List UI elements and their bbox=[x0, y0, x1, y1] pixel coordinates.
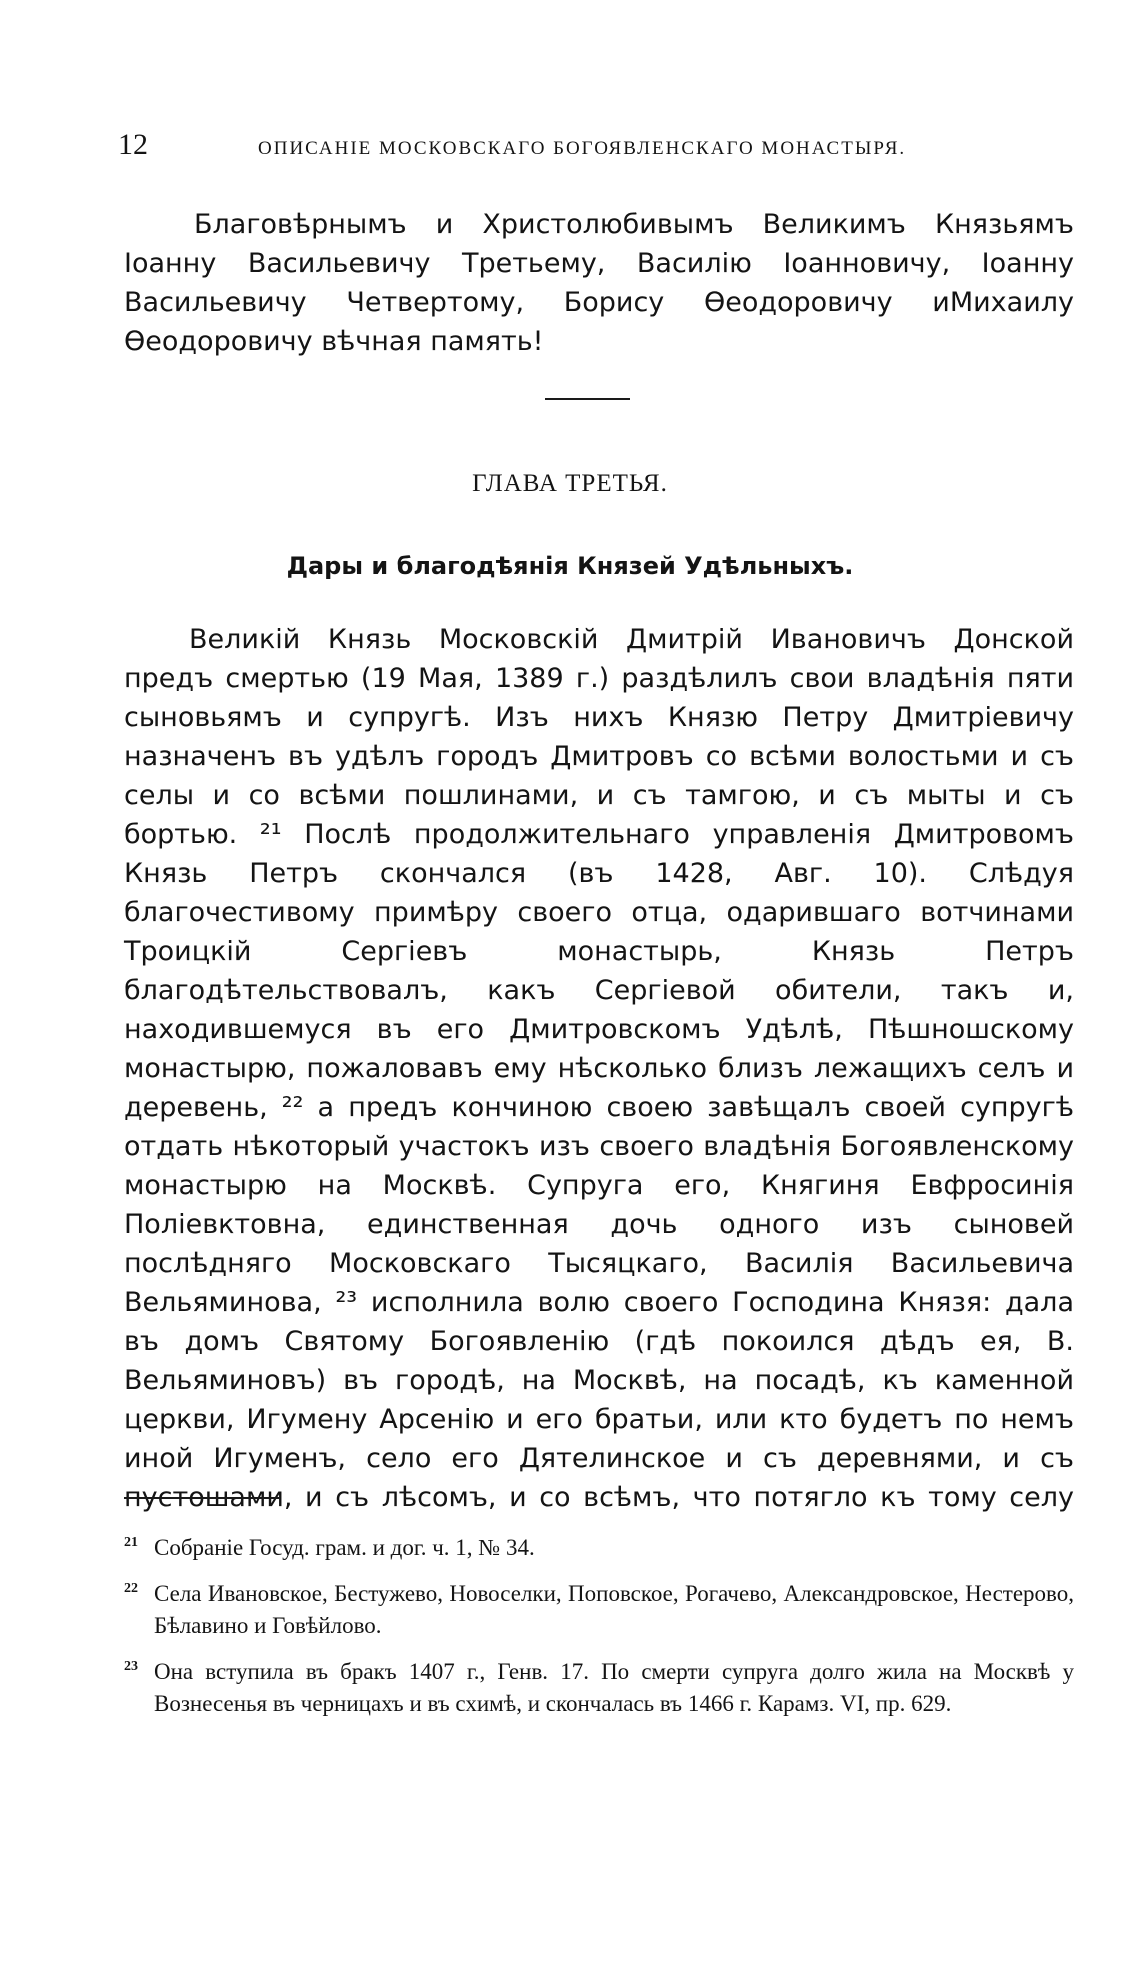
section-divider bbox=[545, 398, 630, 400]
main-text bbox=[124, 620, 1074, 1517]
footnote-text: Она вступила въ бракъ 1407 г., Генв. 17. По смерти супруга долго жила на Москвѣ у Вознесенья въ черницахъ и въ схимѣ, и скончалась въ 1466 г. Карамз. VI, пр. 629. bbox=[154, 1659, 1074, 1716]
footnote-divider bbox=[124, 1497, 279, 1499]
footnote-text: Собраніе Госуд. грам. и дог. ч. 1, № 34. bbox=[154, 1535, 535, 1560]
chapter-title: ГЛАВА ТРЕТЬЯ. bbox=[472, 470, 668, 497]
page-number: 12 bbox=[118, 128, 148, 161]
chapter-subtitle: Дары и благодѣянія Князей Удѣльныхъ. bbox=[286, 552, 854, 580]
footnote-23: 23 Она вступила въ бракъ 1407 г., Генв. 17. По смерти супруга долго жила на Москвѣ у Вознесенья въ черницахъ и въ схимѣ, и скончалась въ 1466 г. Карамз. VI, пр. 629. bbox=[124, 1659, 1074, 1716]
footnotes bbox=[124, 1532, 1074, 1734]
body-paragraph: Великій Князь Московскій Дмитрій Ивановичъ Донской предъ смертью (19 Мая, 1389 г.) раздѣлилъ свои владѣнія пяти сыновьямъ и супругѣ. Изъ нихъ Князю Петру Дмитріевичу назначенъ въ удѣлъ городъ Дмитровъ со всѣми волостьми и съ селы и со всѣми пошлинами, и съ тамгою, и съ мыты и съ бортью. ²¹ Послѣ продолжительнаго управленія Дмитровомъ Князь Петръ скончался (въ 1428, Авг. 10). Слѣдуя благочестивому примѣру своего отца, одарившаго вотчинами Троицкій Сергіевъ монастырь, Князь Петръ благодѣтельствовалъ, какъ Сергіевой обители, такъ и, находившемуся въ его Дмитровскомъ Удѣлѣ, Пѣшношскому монастырю, пожаловавъ ему нѣсколько близъ лежащихъ селъ и деревень, ²² а предъ кончиною своею завѣщалъ своей супругѣ отдать нѣкоторый участокъ изъ своего владѣнія Богоявленскому монастырю на Москвѣ. Супруга его, Княгиня Евфросинія Поліевктовна, единственная дочь одного изъ сыновей послѣдняго Московскаго Тысяцкаго, Василія Васильевича Вельяминова, ²³ исполнила волю своего Господина Князя: дала въ домъ Святому Богоявленію (гдѣ покоился дѣдъ ея, В. Вельяминовъ) въ городѣ, на Москвѣ, на посадѣ, къ каменной церкви, Игумену Арсенію и его братьи, или кто будетъ по немъ иной Игуменъ, село его Дятелинское и съ деревнями, и съ пустошами, и съ лѣсомъ, и со всѣмъ, что потягло къ тому селу bbox=[124, 624, 1074, 1513]
dedication-text: Благовѣрнымъ и Христолюбивымъ Великимъ Князьямъ Іоанну Васильевичу Третьему, Василію Іоанновичу, Іоанну Васильевичу Четвертому, Борису Ѳеодоровичу иМихаилу Ѳеодоровичу вѣчная память! bbox=[124, 209, 1074, 357]
footnote-text: Села Ивановское, Бестужево, Новоселки, Поповское, Рогачево, Александровское, Нестерово, Бѣлавино и Говѣйлово. bbox=[154, 1581, 1074, 1638]
footnote-22: 22 Села Ивановское, Бестужево, Новоселки, Поповское, Рогачево, Александровское, Нестерово, Бѣлавино и Говѣйлово. bbox=[124, 1581, 1074, 1638]
running-title: ОПИСАНІЕ МОСКОВСКАГО БОГОЯВЛЕНСКАГО МОНАСТЫРЯ. bbox=[258, 138, 907, 159]
footnote-21: 21 Собраніе Госуд. грам. и дог. ч. 1, № 34. bbox=[124, 1535, 535, 1560]
dedication-block bbox=[124, 205, 1074, 361]
running-head bbox=[118, 128, 978, 168]
